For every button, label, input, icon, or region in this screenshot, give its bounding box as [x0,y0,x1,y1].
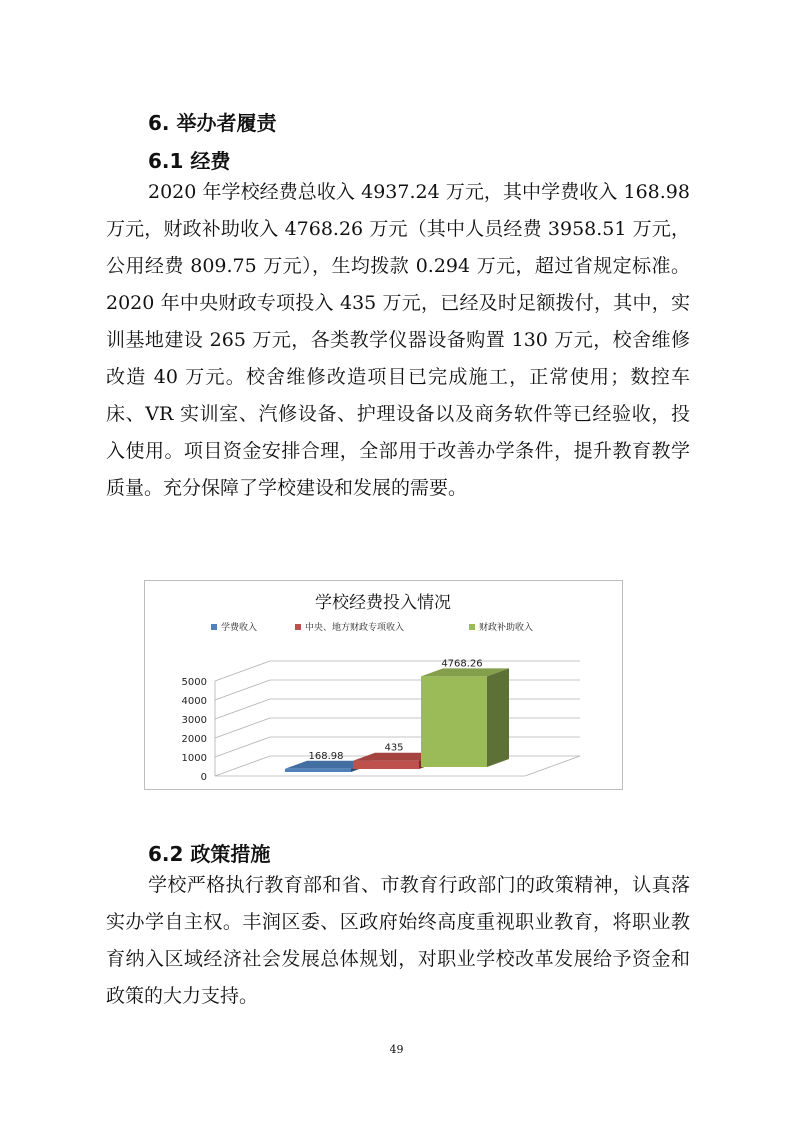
subsection-heading-funding: 6.1 经费 [148,149,231,173]
data-label-2: 435 [384,742,404,754]
section-heading: 6. 举办者履责 [148,111,277,135]
legend-label-3: 财政补助收入 [479,623,534,633]
gridline-diag-2 [215,737,270,757]
policy-paragraph: 学校严格执行教育部和省、市教育行政部门的政策精神，认真落实办学自主权。丰润区委、区政府始终高度重视职业教育，将职业教育纳入区域经济社会发展总体规划，对职业学校改革发展给予资金和政策的大力支持。 [106,874,690,1007]
y-tick-label-6: 5000 [181,677,207,688]
gridline-diag-5 [215,680,270,700]
gridline-diag-4 [215,699,270,719]
data-label-1: 168.98 [308,750,344,762]
legend-label-2: 中央、地方财政专项收入 [305,623,405,633]
legend-swatch-2 [295,624,301,630]
bar-2 [353,761,419,769]
chart-y-axis [182,677,207,783]
bar-3 [421,676,487,767]
chart-title: 学校经费投入情况 [315,593,451,613]
funding-chart-svg [145,581,622,789]
gridline-diag-1 [215,756,270,776]
y-tick-label-4: 3000 [181,715,207,726]
y-tick-label-1: 0 [200,772,207,783]
data-label-3: 4768.26 [441,658,483,670]
floor-right-edge [525,756,580,776]
gridline-diag-6 [215,661,270,681]
legend-swatch-1 [211,624,217,630]
legend-swatch-3 [469,624,475,630]
y-tick-label-5: 4000 [181,696,207,707]
funding-chart [144,580,623,790]
funding-paragraph: 2020 年学校经费总收入 4937.24 万元，其中学费收入 168.98 万元，财政补助收入 4768.26 万元（其中人员经费 3958.51 万元，公用经费 809.75 万元），生均拨款 0.294 万元，超过省规定标准。2020 年中央财政专项投入 435 万元，已经及时足额拨付，其中，实训基地建设 265 万元，各类教学仪器设备购置 130 万元，校舍维修改造 40 万元。校舍维修改造项目已完成施工，正常使用；数控车床、VR 实训室、汽修设备、护理设备以及商务软件等已经验收，投入使用。项目资金安排合理，全部用于改善办学条件，提升教育教学质量。充分保障了学校建设和发展的需要。 [106,181,690,499]
legend-label-1: 学费收入 [221,623,258,633]
subsection-heading-policy: 6.2 政策措施 [148,842,271,866]
bar-1 [285,769,351,772]
page-number: 49 [389,1043,404,1056]
gridline-diag-3 [215,718,270,738]
chart-legend [211,621,533,633]
y-tick-label-2: 1000 [181,753,207,764]
bar-side-3 [487,668,509,767]
y-tick-label-3: 2000 [181,734,207,745]
